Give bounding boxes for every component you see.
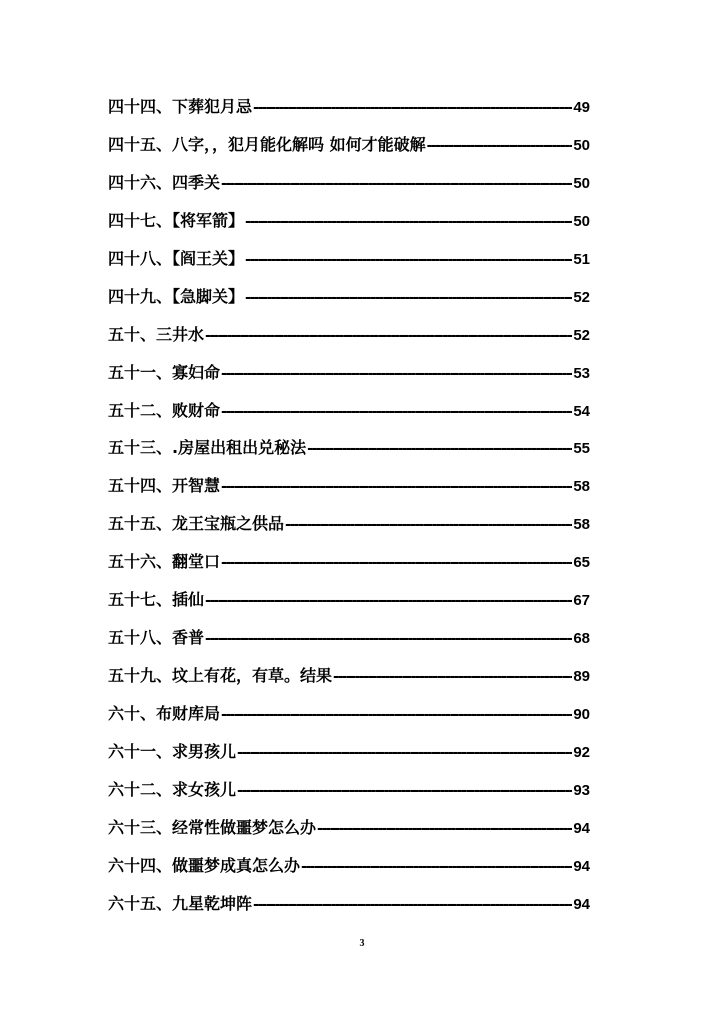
toc-entry-title: 五十六、翻堂口 xyxy=(108,552,221,572)
toc-leader-dashes xyxy=(237,738,572,768)
toc-entry-page: 52 xyxy=(573,288,590,306)
toc-entry[interactable] xyxy=(108,661,590,699)
toc-entry-page: 54 xyxy=(573,402,590,420)
toc-entry-title: 四十五、八字，，犯月能化解吗 如何才能破解 xyxy=(108,134,426,154)
toc-entry-title: 四十八、【阎王关】 xyxy=(108,248,245,268)
toc-leader-dashes xyxy=(221,548,572,578)
toc-leader-dashes xyxy=(237,776,572,806)
toc-leader-dashes xyxy=(221,700,572,730)
toc-entry-page: 89 xyxy=(573,668,590,686)
toc-entry[interactable] xyxy=(108,509,590,547)
toc-entry[interactable] xyxy=(108,396,590,434)
toc-entry-title: 五十二、败财命 xyxy=(108,400,221,420)
toc-leader-dashes xyxy=(221,359,572,389)
toc-entry-page: 93 xyxy=(573,781,590,799)
toc-entry-title: 五十五、龙王宝瓶之供品 xyxy=(108,514,285,534)
toc-entry[interactable] xyxy=(108,889,590,927)
toc-entry-title: 六十二、求女孩儿 xyxy=(108,779,237,799)
toc-entry-title: 四十六、四季关 xyxy=(108,172,221,192)
toc-entry-title: 五十一、寡妇命 xyxy=(108,362,221,382)
toc-leader-dashes xyxy=(205,624,572,654)
toc-entry-title: 五十三、.房屋出租出兑秘法 xyxy=(108,438,307,458)
toc-entry-page: 51 xyxy=(573,250,590,268)
page-number: 3 xyxy=(359,938,365,949)
toc-entry-page: 49 xyxy=(573,99,590,116)
toc-entry-title: 四十七、【将军箭】 xyxy=(108,210,245,230)
toc-leader-dashes xyxy=(245,283,572,313)
toc-entry[interactable] xyxy=(108,585,590,623)
toc-entry[interactable] xyxy=(108,775,590,813)
toc-entry[interactable] xyxy=(108,358,590,396)
toc-leader-dashes xyxy=(245,207,572,237)
toc-leader-dashes xyxy=(205,321,572,351)
toc-entry-page: 53 xyxy=(573,364,590,382)
toc-entry-page: 58 xyxy=(573,478,590,496)
toc-entry[interactable] xyxy=(108,471,590,509)
toc-entry-title: 五十四、开智慧 xyxy=(108,476,221,496)
toc-leader-dashes xyxy=(253,93,572,123)
toc-leader-dashes xyxy=(427,131,573,161)
toc-entry[interactable] xyxy=(108,168,590,206)
toc-entry-page: 94 xyxy=(573,895,590,913)
toc-entry[interactable] xyxy=(108,92,590,130)
toc-entry-title: 四十九、【急脚关】 xyxy=(108,286,245,306)
toc-entry-page: 94 xyxy=(573,857,590,875)
toc-entry[interactable] xyxy=(108,623,590,661)
toc-entry-page: 67 xyxy=(573,592,590,610)
toc-leader-dashes xyxy=(307,434,572,464)
toc-entry-page: 55 xyxy=(573,440,590,458)
toc-leader-dashes xyxy=(333,662,572,692)
toc-entry-title: 六十一、求男孩儿 xyxy=(108,741,237,761)
toc-entry[interactable] xyxy=(108,206,590,244)
toc-entry-title: 五十九、坟上有花，有草。结果 xyxy=(108,666,333,686)
toc-entry-page: 50 xyxy=(573,212,590,230)
toc-entry-title: 四十四、下葬犯月忌 xyxy=(108,97,253,116)
toc-entry[interactable] xyxy=(108,851,590,889)
toc-entry-page: 65 xyxy=(573,554,590,572)
toc-leader-dashes xyxy=(221,169,572,199)
table-of-contents xyxy=(108,92,590,927)
toc-leader-dashes xyxy=(253,890,572,920)
toc-entry[interactable] xyxy=(108,699,590,737)
toc-entry-page: 94 xyxy=(573,819,590,837)
toc-entry-page: 68 xyxy=(573,630,590,648)
toc-entry-page: 58 xyxy=(573,516,590,534)
toc-entry-title: 六十、布财库局 xyxy=(108,704,221,723)
toc-entry-page: 50 xyxy=(573,136,590,154)
toc-entry[interactable] xyxy=(108,244,590,282)
toc-entry-title: 五十七、插仙 xyxy=(108,590,205,610)
toc-leader-dashes xyxy=(317,814,572,844)
toc-entry[interactable] xyxy=(108,282,590,320)
toc-entry-title: 六十三、经常性做噩梦怎么办 xyxy=(108,817,317,837)
toc-entry[interactable] xyxy=(108,320,590,358)
toc-entry-page: 92 xyxy=(573,743,590,761)
toc-entry-title: 五十八、香普 xyxy=(108,628,205,648)
toc-leader-dashes xyxy=(221,472,572,502)
toc-entry[interactable] xyxy=(108,433,590,471)
toc-leader-dashes xyxy=(285,510,572,540)
toc-entry[interactable] xyxy=(108,737,590,775)
toc-leader-dashes xyxy=(245,245,572,275)
toc-leader-dashes xyxy=(221,397,572,427)
toc-entry[interactable] xyxy=(108,547,590,585)
toc-leader-dashes xyxy=(301,852,572,882)
toc-entry[interactable] xyxy=(108,813,590,851)
toc-leader-dashes xyxy=(205,586,572,616)
toc-entry-title: 五十、三井水 xyxy=(108,324,205,344)
toc-entry-page: 52 xyxy=(573,326,590,344)
toc-entry[interactable] xyxy=(108,130,590,168)
toc-entry-title: 六十四、做噩梦成真怎么办 xyxy=(108,855,301,875)
toc-entry-page: 50 xyxy=(573,174,590,192)
toc-entry-title: 六十五、九星乾坤阵 xyxy=(108,893,253,913)
toc-entry-page: 90 xyxy=(573,706,590,723)
